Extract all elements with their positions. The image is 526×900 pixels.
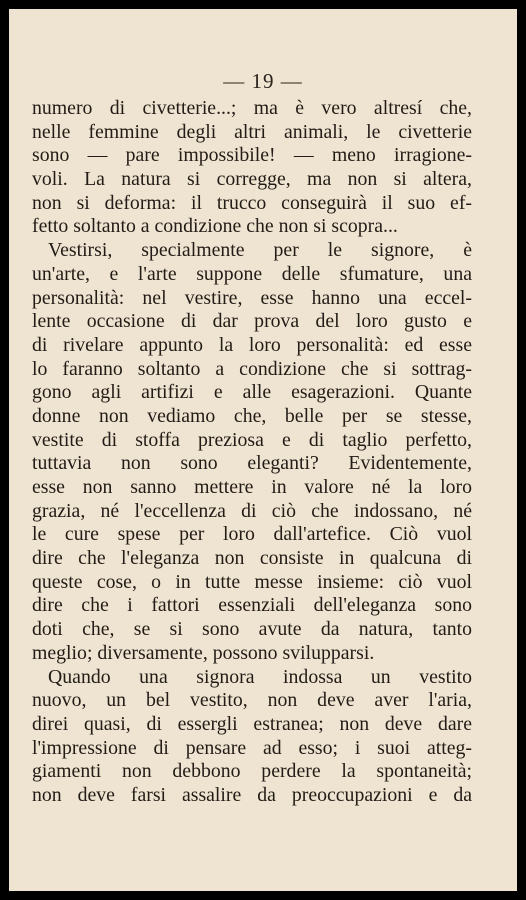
text-line: dire che i fattori essenziali dell'eleganza sono — [32, 594, 472, 617]
text-line: Vestirsi, specialmente per le signore, è — [48, 239, 472, 262]
text-line: le cure spese per loro dall'artefice. Ciò vuol — [32, 523, 472, 546]
page-number: — 19 — — [223, 69, 303, 93]
text-line: direi quasi, di essergli estranea; non deve dare — [32, 712, 472, 735]
text-line: non deve farsi assalire da preoccupazioni e da — [32, 783, 472, 806]
text-line: doti che, se si sono avute da natura, tanto — [32, 618, 472, 641]
text-line: lo faranno soltanto a condizione che si sottrag- — [32, 357, 472, 380]
text-line: donne non vediamo che, belle per se stesse, — [32, 404, 472, 427]
body-text — [32, 97, 472, 808]
text-line: dire che l'eleganza non consiste in qualcuna di — [32, 547, 472, 570]
text-line: esse non sanno mettere in valore né la loro — [32, 476, 472, 498]
text-line: nuovo, un bel vestito, non deve aver l'aria, — [32, 689, 472, 712]
text-line: gono agli artifizi e alle esagerazioni. Quante — [32, 381, 472, 404]
book-page — [9, 9, 517, 891]
text-line: giamenti non debbono perdere la spontaneità; — [32, 760, 472, 783]
text-line: tuttavia non sono eleganti? Evidentemente, — [32, 452, 472, 475]
text-line: voli. La natura si corregge, ma non si altera, — [32, 168, 472, 191]
text-line: l'impressione di pensare ad esso; i suoi atteg- — [32, 736, 472, 759]
text-line: Quando una signora indossa un vestito — [48, 665, 472, 688]
text-line: queste cose, o in tutte messe insieme: ciò vuol — [32, 570, 472, 593]
text-line: un'arte, e l'arte suppone delle sfumature, una — [32, 262, 472, 285]
text-line: nelle femmine degli altri animali, le civetterie — [32, 120, 472, 143]
text-line: sono — pare impossibile! — meno irragione- — [32, 144, 472, 167]
text-line: numero di civetterie...; ma è vero altresí che, — [32, 97, 472, 119]
text-line: personalità: nel vestire, esse hanno una eccel- — [32, 286, 472, 309]
text-line: lente occasione di dar prova del loro gusto e — [32, 310, 472, 333]
text-line: meglio; diversamente, possono svilupparsi. — [32, 641, 375, 664]
text-line: fetto soltanto a condizione che non si scopra... — [32, 215, 398, 238]
text-line: grazia, né l'eccellenza di ciò che indossano, né — [32, 499, 472, 522]
text-line: vestite di stoffa preziosa e di taglio perfetto, — [32, 428, 472, 451]
text-line: di rivelare appunto la loro personalità: ed esse — [32, 333, 472, 356]
text-line: non si deforma: il trucco conseguirà il suo ef- — [32, 191, 472, 214]
